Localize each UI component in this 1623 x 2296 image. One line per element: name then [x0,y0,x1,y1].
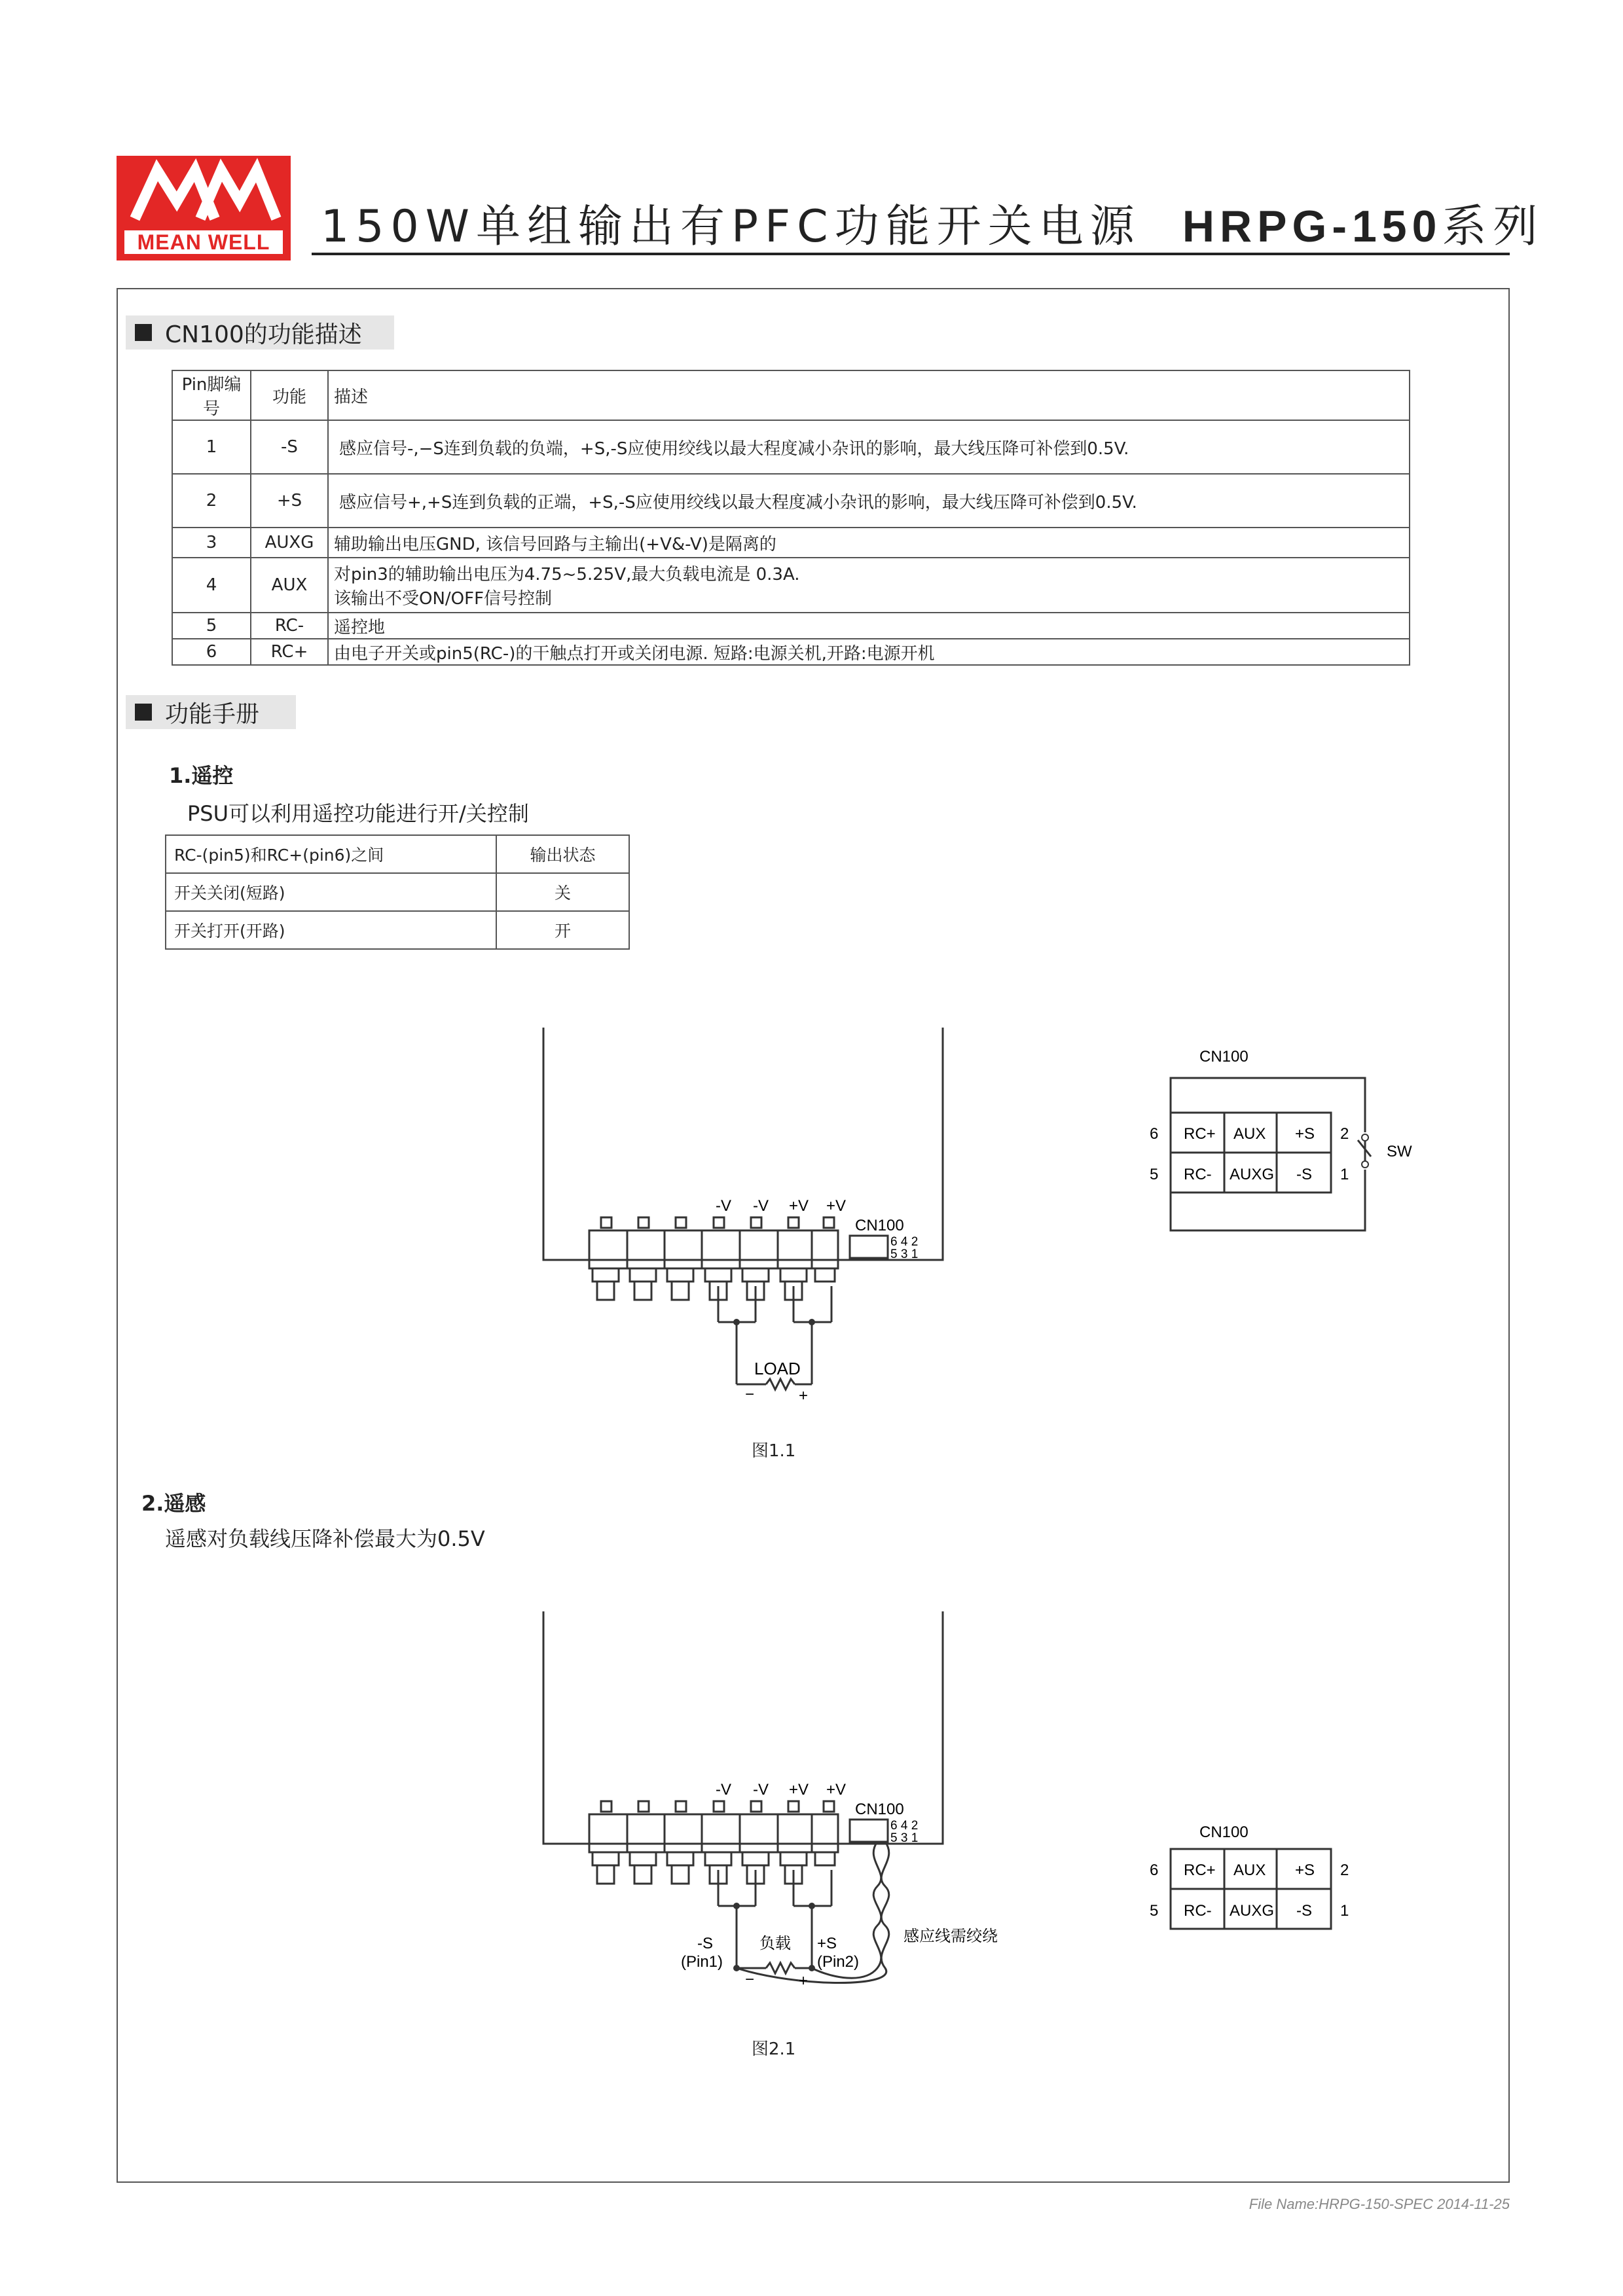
psu-sense-diagram [524,1611,1034,1991]
title-rule [312,253,1510,255]
terminal-label: -V [716,1197,731,1215]
func-cell: -S [251,420,328,474]
grid-cell: 5 [1150,1902,1159,1920]
desc-line-1: 对pin3的辅助输出电压为4.75~5.25V,最大负载电流是 0.3A. [334,565,800,584]
bullet-square [135,704,152,721]
switch-label: SW [1387,1143,1412,1160]
func-cell: RC- [251,613,328,639]
pin-row-bottom: 5 3 1 [890,1247,919,1261]
cn100-connector-grid [1113,1820,1388,1937]
col-header-func: 功能 [251,370,328,420]
state-cell: 关 [496,873,629,911]
desc-cell: 感应信号+,+S连到负载的正端，+S,-S应使用绞线以最大程度减小杂讯的影响，最大线压降可补偿到0.5V. [328,474,1410,528]
func-cell: AUX [251,558,328,613]
section-heading-cn100 [126,315,394,350]
cn100-connector [850,1236,888,1258]
figure-caption-1-1: 图1.1 [752,1441,796,1461]
grid-cell: 6 [1150,1861,1159,1879]
section-heading-function [126,695,296,729]
pin-cell: 4 [172,558,251,613]
table-row [172,474,1410,528]
item2-text: 遥感对负载线压降补偿最大为0.5V [165,1526,485,1551]
grid-cell: 2 [1340,1125,1349,1143]
title-series-suffix: 系列 [1442,201,1544,253]
sense-minus-label: -S [697,1935,713,1952]
grid-cell: AUX [1233,1861,1266,1879]
item2-title: 2.遥感 [141,1491,206,1516]
sense-plus-label: +S [817,1935,837,1952]
desc-cell: 辅助输出电压GND, 该信号回路与主输出(+V&-V)是隔离的 [328,528,1410,558]
state-cell: 开 [496,911,629,949]
terminal-label: +V [789,1781,809,1799]
load-plus: + [799,1972,809,1990]
cn100-table [172,370,1410,666]
table-header-row [172,370,1410,420]
connector-label: CN100 [855,1801,904,1818]
cn100-switch-diagram [1113,1044,1427,1240]
terminal-label: +V [826,1197,847,1215]
grid-cell: 5 [1150,1166,1159,1183]
table-row [172,420,1410,474]
grid-cell: +S [1295,1125,1315,1143]
load-minus: − [745,1386,755,1403]
terminal-label: -V [753,1781,769,1799]
col-header-pin: Pin脚编号 [172,370,251,420]
desc-cell: 遥控地 [328,613,1410,639]
func-cell: AUXG [251,528,328,558]
cn100-title: CN100 [1199,1823,1249,1841]
bullet-square [135,324,152,341]
terminal-block [589,1801,838,1884]
mean-well-logo [117,156,291,260]
terminal-label: -V [753,1197,769,1215]
table-header-row [166,835,629,873]
grid-cell: RC- [1184,1902,1212,1920]
footer-file-name: File Name:HRPG-150-SPEC 2014-11-25 [1249,2196,1510,2212]
pin-cell: 6 [172,639,251,665]
table-row [166,911,629,949]
pin-cell: 3 [172,528,251,558]
twist-note: 感应线需绞绕 [903,1928,998,1945]
load-plus: + [799,1387,809,1405]
grid-cell: AUXG [1230,1166,1275,1183]
terminal-block [589,1217,838,1300]
grid-cell: RC+ [1184,1861,1216,1879]
col-header-desc: 描述 [328,370,1410,420]
pin-row-top: 6 4 2 [890,1235,919,1249]
remote-control-table [165,834,630,950]
load-label-cn: 负载 [759,1935,791,1952]
logo-text: MEAN WELL [124,230,283,254]
table-row [172,639,1410,665]
table-row [166,873,629,911]
col-header-condition: RC-(pin5)和RC+(pin6)之间 [166,835,496,873]
grid-cell: 2 [1340,1861,1349,1879]
load-minus: − [745,1971,755,1988]
terminal-label: -V [716,1781,731,1799]
grid-cell: -S [1296,1902,1312,1920]
desc-line-2: 该输出不受ON/OFF信号控制 [334,589,553,609]
grid-cell: +S [1295,1861,1315,1879]
pin-cell: 5 [172,613,251,639]
item1-text: PSU可以利用遥控功能进行开/关控制 [187,801,529,826]
section-heading-text: CN100的功能描述 [165,321,362,348]
table-row [172,558,1410,613]
psu-load-diagram-1 [524,1028,956,1407]
cn100-connector [850,1820,888,1842]
condition-cell: 开关打开(开路) [166,911,496,949]
sense-plus-pin: (Pin2) [817,1953,860,1971]
pin-cell: 2 [172,474,251,528]
pin-row-bottom: 5 3 1 [890,1831,919,1845]
grid-cell: RC- [1184,1166,1212,1183]
col-header-state: 输出状态 [496,835,629,873]
title-series-model: HRPG-150 [1182,202,1442,251]
desc-cell: 感应信号-,−S连到负载的负端，+S,-S应使用绞线以最大程度减小杂讯的影响，最大线压降可补偿到0.5V. [328,420,1410,474]
section-heading-text: 功能手册 [165,700,260,728]
grid-cell: RC+ [1184,1125,1216,1143]
desc-cell [328,558,1410,613]
grid-cell: 6 [1150,1125,1159,1143]
figure-caption-2-1: 图2.1 [752,2039,796,2059]
pin-row-top: 6 4 2 [890,1819,919,1833]
grid-cell: -S [1296,1166,1312,1183]
table-row [172,613,1410,639]
func-cell: +S [251,474,328,528]
grid-cell: AUXG [1230,1902,1275,1920]
grid-cell: AUX [1233,1125,1266,1143]
item1-title: 1.遥控 [169,763,234,788]
terminal-label: +V [789,1197,809,1215]
cn100-title: CN100 [1199,1048,1249,1066]
pin-cell: 1 [172,420,251,474]
sense-minus-pin: (Pin1) [681,1953,723,1971]
table-row [172,528,1410,558]
connector-label: CN100 [855,1217,904,1234]
desc-cell: 由电子开关或pin5(RC-)的干触点打开或关闭电源. 短路:电源关机,开路:电源开机 [328,639,1410,665]
condition-cell: 开关关闭(短路) [166,873,496,911]
title-main: 150W单组输出有PFC功能开关电源 [321,201,1141,253]
grid-cell: 1 [1340,1166,1349,1183]
func-cell: RC+ [251,639,328,665]
page-title [321,191,1544,255]
grid-cell: 1 [1340,1902,1349,1920]
terminal-label: +V [826,1781,847,1799]
load-label: LOAD [754,1359,801,1378]
